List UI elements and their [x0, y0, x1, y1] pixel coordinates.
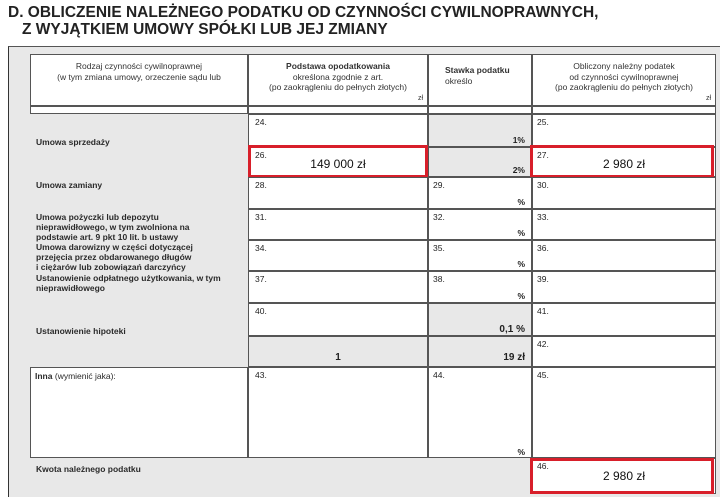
rate-1pct	[428, 114, 532, 147]
section-title-line1: D. OBLICZENIE NALEŻNEGO PODATKU OD CZYNNOŚCI CYWILNOPRAWNYCH,	[8, 4, 599, 21]
rate-hipoteka-flat-value: 19 zł	[503, 352, 525, 363]
field-35-number: 35.	[433, 243, 445, 253]
label-zamiana: Umowa zamiany	[36, 180, 103, 190]
field-33[interactable]	[532, 209, 716, 240]
header-col2-line1: Podstawa opodatkowania	[286, 61, 390, 71]
section-title	[8, 4, 708, 38]
field-36[interactable]	[532, 240, 716, 271]
field-35[interactable]	[428, 240, 532, 271]
label-darowizna-line1: Umowa darowizny w części dotyczącej	[36, 242, 193, 252]
hipoteka-count	[248, 336, 428, 367]
header-col3	[428, 54, 532, 106]
spacer-col2	[248, 106, 428, 114]
field-45-number: 45.	[537, 370, 549, 380]
field-37[interactable]	[248, 271, 428, 303]
field-28-number: 28.	[255, 180, 267, 190]
label-hipoteka: Ustanowienie hipoteki	[36, 326, 126, 336]
field-45[interactable]	[532, 367, 716, 458]
header-col3-line2: określo	[445, 75, 473, 86]
rate-2pct	[428, 147, 532, 177]
field-30[interactable]	[532, 177, 716, 209]
hipoteka-count-value: 1	[335, 352, 341, 363]
field-31-number: 31.	[255, 212, 267, 222]
rate-hipoteka	[428, 303, 532, 336]
header-col2-line3: (po zaokrągleniu do pełnych złotych)	[269, 82, 407, 92]
label-darowizna-line2: przejęcia przez obdarowanego długów	[36, 252, 192, 262]
field-29[interactable]	[428, 177, 532, 209]
header-col2-unit: zł	[417, 95, 423, 102]
field-40[interactable]	[248, 303, 428, 336]
highlight-field-26	[248, 145, 428, 178]
label-inna-rest: (wymienić jaka):	[54, 371, 116, 381]
header-col1-line2: (w tym zmiana umowy, orzeczenie sądu lub	[57, 71, 221, 82]
field-39[interactable]	[532, 271, 716, 303]
field-29-number: 29.	[433, 180, 445, 190]
field-25[interactable]	[532, 114, 716, 147]
label-inna	[35, 371, 116, 381]
field-32-pct: %	[517, 228, 525, 238]
header-col4-unit: zł	[705, 95, 711, 102]
highlight-field-46	[530, 458, 714, 494]
field-46-value: 2 980 zł	[602, 469, 646, 483]
spacer-col3	[428, 106, 532, 114]
label-inna-bold: Inna	[35, 371, 53, 381]
field-25-number: 25.	[537, 117, 549, 127]
field-36-number: 36.	[537, 243, 549, 253]
field-43-number: 43.	[255, 370, 267, 380]
header-col2	[248, 54, 428, 106]
rate-hipoteka-value: 0,1 %	[499, 324, 525, 335]
label-pozyczka-line2: nieprawidłowego, w tym zwolniona na	[36, 222, 190, 232]
rate-hipoteka-flat	[428, 336, 532, 367]
field-32-number: 32.	[433, 212, 445, 222]
field-37-number: 37.	[255, 274, 267, 284]
label-darowizna-line3: i ciężarów lub zobowiązań darczyńcy	[36, 262, 186, 272]
field-27-value: 2 980 zł	[602, 157, 646, 171]
field-30-number: 30.	[537, 180, 549, 190]
spacer-col4	[532, 106, 716, 114]
field-44-pct: %	[517, 447, 525, 457]
header-col4	[532, 54, 716, 106]
field-44-number: 44.	[433, 370, 445, 380]
highlight-field-27	[530, 145, 714, 178]
header-col2-line2: określona zgodnie z art.	[292, 71, 384, 82]
label-kwota: Kwota należnego podatku	[36, 464, 141, 474]
field-42-number: 42.	[537, 339, 549, 349]
label-pozyczka-line3: podstawie art. 9 pkt 10 lit. b ustawy	[36, 232, 179, 242]
header-col4-line1: Obliczony należny podatek	[573, 61, 675, 71]
header-col3-line1: Stawka podatku	[445, 65, 510, 75]
field-31[interactable]	[248, 209, 428, 240]
header-col4-line2: od czynności cywilnoprawnej	[569, 71, 679, 82]
section-title-line2: Z WYJĄTKIEM UMOWY SPÓŁKI LUB JEJ ZMIANY	[22, 21, 388, 38]
label-pozyczka	[36, 212, 190, 242]
field-38-pct: %	[517, 291, 525, 301]
spacer-col1	[30, 106, 248, 114]
field-27-number: 27.	[537, 150, 549, 160]
field-46-number: 46.	[537, 461, 549, 471]
field-inna-description[interactable]	[30, 367, 248, 458]
field-42[interactable]	[532, 336, 716, 367]
label-uzytkowanie-line1: Ustanowienie odpłatnego użytkowania, w tym	[36, 273, 221, 283]
field-29-pct: %	[517, 197, 525, 207]
rate-2pct-value: 2%	[512, 165, 525, 175]
field-26-number: 26.	[255, 150, 267, 160]
field-34[interactable]	[248, 240, 428, 271]
label-uzytkowanie	[36, 273, 221, 293]
label-sprzedaz: Umowa sprzedaży	[36, 137, 110, 147]
rate-1pct-value: 1%	[512, 135, 525, 145]
field-28[interactable]	[248, 177, 428, 209]
field-41[interactable]	[532, 303, 716, 336]
label-pozyczka-line1: Umowa pożyczki lub depozytu	[36, 212, 159, 222]
field-35-pct: %	[517, 259, 525, 269]
label-darowizna	[36, 242, 193, 272]
field-38[interactable]	[428, 271, 532, 303]
header-col4-line3: (po zaokrągleniu do pełnych złotych)	[555, 82, 693, 92]
field-41-number: 41.	[537, 306, 549, 316]
field-43[interactable]	[248, 367, 428, 458]
header-col1-line1: Rodzaj czynności cywilnoprawnej	[75, 61, 203, 71]
field-44[interactable]	[428, 367, 532, 458]
field-32[interactable]	[428, 209, 532, 240]
field-26-value: 149 000 zł	[310, 157, 366, 171]
label-uzytkowanie-line2: nieprawidłowego	[36, 283, 105, 293]
field-24-number: 24.	[255, 117, 267, 127]
field-33-number: 33.	[537, 212, 549, 222]
field-38-number: 38.	[433, 274, 445, 284]
field-24[interactable]	[248, 114, 428, 147]
header-col1	[30, 54, 248, 106]
field-39-number: 39.	[537, 274, 549, 284]
field-34-number: 34.	[255, 243, 267, 253]
field-40-number: 40.	[255, 306, 267, 316]
